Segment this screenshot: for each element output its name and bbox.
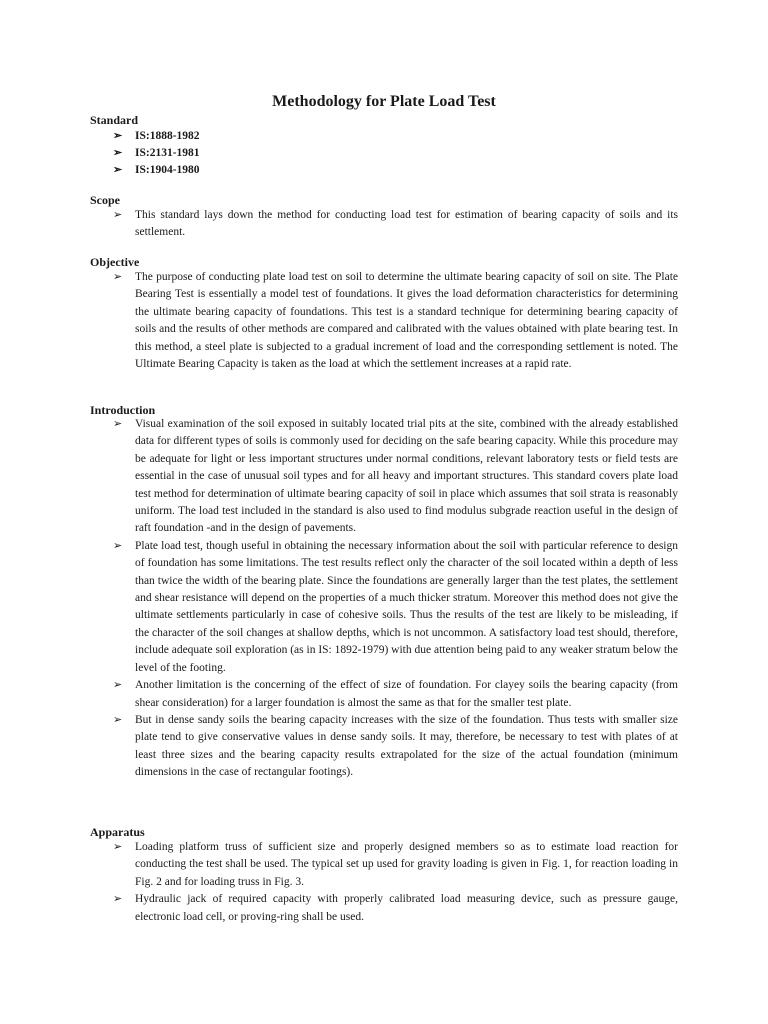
list-item: ➢ But in dense sandy soils the bearing capacity increases with the size of the foundation. Thus tests with smaller size plate tend to give conservative values in dense sandy soils. It may, therefore, be necessary to test with plates of at least three sizes and the bearing capacity results extrapolated for the size of the actual foundation (minimum dimensions in the case of rectangular footings). <box>113 713 678 779</box>
list-item: ➢ Hydraulic jack of required capacity with properly calibrated load measuring device, such as pressure gauge, electronic load cell, or proving-ring shall be used. <box>113 893 678 923</box>
scope-list <box>90 207 678 242</box>
arrow-bullet-icon: ➢ <box>113 841 123 853</box>
heading-apparatus: Apparatus <box>90 825 145 839</box>
arrow-bullet-icon: ➢ <box>113 209 123 221</box>
heading-standard: Standard <box>90 113 139 127</box>
list-item: ➢ This standard lays down the method for conducting load test for estimation of bearing capacity of soils and its settlement. <box>113 209 678 239</box>
list-item: ➢ IS:1904-1980 <box>90 162 678 179</box>
list-item: ➢ Visual examination of the soil exposed in suitably located trial pits at the site, combined with the already established data for different types of soils is commonly used for deciding on the safe bearing capacity. While this procedure may be adequate for light or less important structures under normal conditions, relevant laboratory tests or field tests are essential in the case of unusual soil types and for all heavy and important structures. This standard covers plate load test method for determination of ultimate bearing capacity of soil in place which assumes that soil strata is reasonably uniform. The load test included in the standard is also used to find modulus subgrade reaction useful in the design of raft foundation -and in the design of pavements. <box>113 418 678 535</box>
arrow-bullet-icon: ➢ <box>113 893 123 906</box>
list-item: ➢ Plate load test, though useful in obtaining the necessary information about the soil with particular reference to design of foundation has some limitations. The test results reflect only the character of the soil located within a depth of less than twice the width of the bearing plate. Since the foundations are generally larger than the test plates, the settlement and shear resistance will depend on the properties of a much thicker stratum. Moreover this method does not give the ultimate settlements particularly in case of cohesive soils. Thus the results of the test are likely to be misleading, if the character of the soil changes at shallow depths, which is not uncommon. A satisfactory load test should, therefore, include adequate soil exploration (as in IS: 1892-1979) with due attention being paid to any weaker stratum below the level of the footing. <box>113 539 678 674</box>
list-item: ➢ Loading platform truss of sufficient size and properly designed members so as to estimate load reaction for conducting the test shall be used. The typical set up used for gravity loading is given in Fig. 1, for reaction loading in Fig. 2 and for loading truss in Fig. 3. <box>113 841 678 888</box>
arrow-bullet-icon: ➢ <box>113 679 123 692</box>
arrow-bullet-icon: ➢ <box>113 164 123 176</box>
list-item: ➢ IS:1888-1982 <box>90 128 678 145</box>
objective-list <box>90 269 678 373</box>
arrow-bullet-icon: ➢ <box>113 539 123 552</box>
arrow-bullet-icon: ➢ <box>113 713 123 726</box>
list-item: ➢ The purpose of conducting plate load test on soil to determine the ultimate bearing capacity of soil on site. The Plate Bearing Test is essentially a model test of foundations. It gives the load deformation characteristics for determining the ultimate bearing capacity of foundations. This test is a standard technique for determining bearing capacity of soils and the results of other methods are compared and calibrated with the values obtained with plate bearing test. In this method, a steel plate is subjected to a gradual increment of load and the corresponding settlement is noted. The Ultimate Bearing Capacity is taken as the load at which the settlement increases at a rapid rate. <box>113 271 678 371</box>
arrow-bullet-icon: ➢ <box>113 418 123 430</box>
heading-introduction: Introduction <box>90 403 156 417</box>
heading-scope: Scope <box>90 193 120 207</box>
list-item: ➢ Another limitation is the concerning of the effect of size of foundation. For clayey soils the bearing capacity (from shear consideration) for a larger foundation is almost the same as that for the smaller test plate. <box>113 679 678 709</box>
arrow-bullet-icon: ➢ <box>113 147 123 159</box>
list-item: ➢ IS:2131-1981 <box>90 145 678 162</box>
arrow-bullet-icon: ➢ <box>113 130 123 142</box>
heading-objective: Objective <box>90 255 140 269</box>
apparatus-list <box>90 839 678 926</box>
arrow-bullet-icon: ➢ <box>113 271 123 283</box>
introduction-list <box>90 416 678 782</box>
page-title: Methodology for Plate Load Test <box>272 93 496 110</box>
standard-list <box>90 128 678 179</box>
